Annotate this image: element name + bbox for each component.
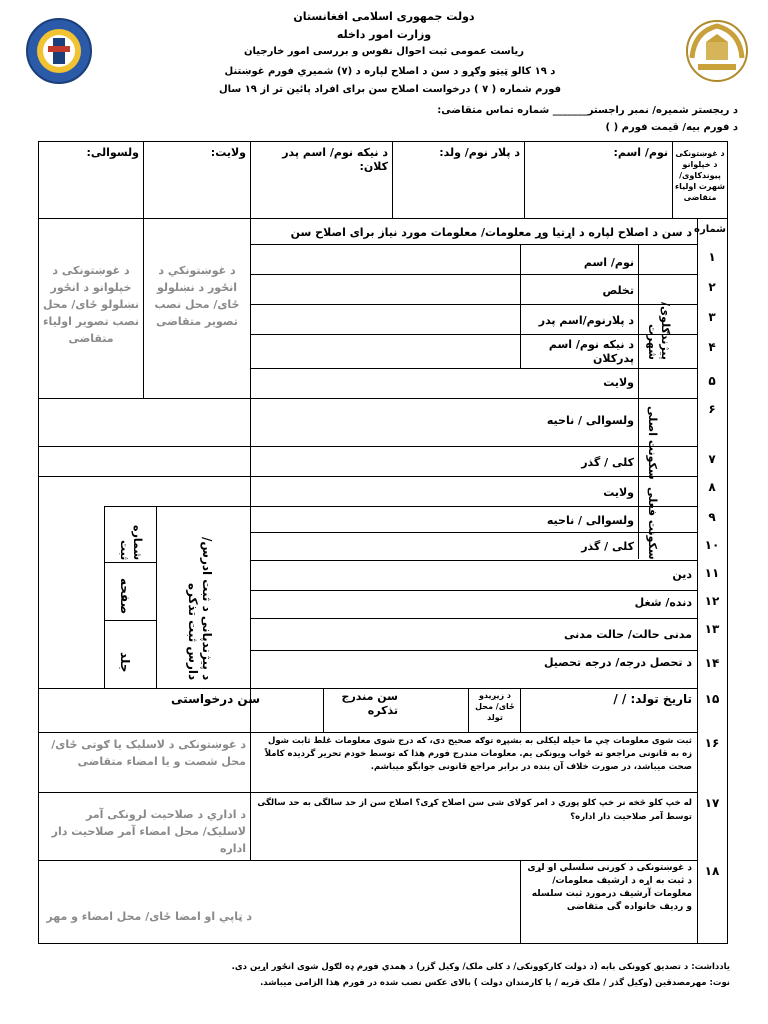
registry-page-label: صفحه: [118, 577, 132, 614]
row-label: ولایت: [603, 486, 634, 499]
applicant-photo-box: د غوښتونکي د انځور د نښلولو ځای/ محل نصب تصویر متقاضی: [154, 264, 240, 328]
top-side-label: د غوښتونکی د خپلوانو پیوندکاوی/ شهرت اولیاء متقاضی: [674, 149, 726, 202]
row-number: ۱۶: [704, 736, 720, 750]
row-number: ۸: [708, 480, 716, 494]
row-label: مدنی حالت/ حالت مدنی: [563, 628, 692, 641]
header-line3: ریاست عمومی ثبت احوال نفوس و بررسی امور خارجیان: [244, 46, 524, 57]
header-line6: د ریجستر شمیره/ نمبر راجستر_______ شماره تماس متقاضی:: [437, 105, 738, 116]
archive-info-text: د غوښتونکی د کورنی سلسلي او لړی د ثبت به اړه د ارشیف معلومات/ معلومات آرشیف درمورد ثبت سلسله و ردیف خانواده گی متقاضی: [527, 863, 692, 912]
birth-date-label: تاریخ تولد: / /: [613, 692, 692, 706]
section-title: د سن د اصلاح لپاره د اړتیا وړ معلومات/ معلومات مورد نیاز برای اصلاح سن: [290, 226, 692, 239]
declaration-text: ثبت شوی معلومات چې ما حیله لیکلی به بشپړه توګه صحیح دی، که درج شوی معلومات غلط ثابت شول زه به قانونی مراجعو ته ځواب ویونکی یم. معلومات مندرج فورم هذا که توسط خودم تحریر گردیده کاملاً صحت میباشد، در صورت خلاف آن بنده در برابر مراجع قانونی جوابگو میباشم.: [264, 736, 692, 772]
header-line2: وزارت امور داخله: [336, 28, 432, 41]
authority-signature-box: د اداري د صلاحيت لرونکی آمر لاسلیک/ محل امضاء آمر صلاحیت دار اداره: [51, 808, 246, 855]
field-district-label: ولسوالی:: [86, 146, 139, 159]
row-number: ۱۵: [704, 692, 720, 706]
row-number: ۱۱: [704, 566, 720, 580]
header-line7: د فورم بیه/ قیمت فورم ( ): [605, 122, 738, 133]
row-number: ۱۳: [704, 622, 720, 636]
registry-volume-label: جلد: [118, 651, 132, 672]
national-emblem-logo: [684, 18, 750, 84]
header-line1: دولت جمهوری اسلامی افغانستان: [293, 10, 475, 23]
field-province-label: ولایت:: [210, 146, 246, 159]
row-number: ۴: [708, 340, 716, 354]
number-header: شماره: [694, 224, 726, 235]
row-label: ولسوالی / ناحیه: [546, 514, 634, 527]
requested-age-label: سن درخواستی: [171, 692, 260, 706]
field-father-label: د پلار نوم/ ولد:: [439, 146, 520, 159]
signature-box: د غوښتونکی د لاسلیک یا ګوتی ځای/ محل شصت و یا امضاء متقاضی: [51, 738, 246, 768]
row-number: ۱۲: [704, 594, 720, 608]
row-label: کلی / گذر: [581, 456, 634, 469]
row-number: ۷: [708, 452, 716, 466]
row-number: ۹: [708, 510, 716, 524]
ministry-seal-logo: [26, 18, 92, 84]
row-number: ۱۰: [704, 538, 720, 552]
footer-note-1: یادداشت: د تصدیق کوونکی بابه (د دولت کارکوونکی/ د کلی ملک/ وکیل گزر) د همدي فورم ډه لګول شوی انځور اړین دی.: [231, 962, 730, 972]
row-label: تخلص: [602, 284, 634, 297]
birth-place-label: د زیږیدو ځای/ محل تولد: [475, 691, 515, 722]
registry-number-label: شماره ثبت: [118, 524, 144, 560]
registry-address-label: د پیژندپانی د ثبت ادرس/ دارس ثبت تذکره: [186, 536, 214, 680]
row-label: کلی / گذر: [581, 540, 634, 553]
row-number: ۱۸: [704, 864, 720, 878]
row-label: ولایت: [603, 376, 634, 389]
row-label: نوم/ اسم: [583, 256, 634, 269]
row-label: ولسوالی / ناحیه: [546, 414, 634, 427]
stamp-box: د ټاپي او امضا ځای/ محل امضاء و مهر: [46, 910, 252, 923]
row-label: دین: [672, 568, 692, 581]
row-number: ۲: [708, 280, 716, 294]
relatives-photo-box: د غوښتونکی د خپلوانو د انځور نښلولو ځای/ محل نصب تصویر اولیاء متقاضی: [42, 264, 140, 345]
row-label: د تحصل درجه/ درجه تحصیل: [543, 656, 692, 669]
row-number: ۱۴: [704, 656, 720, 670]
header-line5: فورم شماره ( ۷ ) درخواست اصلاح سن برای افراد پائین تر از ۱۹ سال: [218, 84, 562, 95]
group-current-label: سکونت فعلی: [646, 487, 659, 560]
row-label: د پلارنوم/اسم پدر: [538, 314, 634, 327]
age-in-id-label: سن مندرج تذکره: [341, 690, 398, 717]
field-name-label: نوم/ اسم:: [613, 146, 668, 159]
group-original-label: سکونت اصلی: [646, 406, 659, 480]
header-line4: د ۱۹ کالو ټیټو وګړو د سن د اصلاح لپاره د (۷) شمیري فورم غوښتنل: [224, 66, 556, 77]
row-number: ۳: [708, 310, 716, 324]
footer-note-2: نوت: مهرمصدقین (وکیل گذر / ملک قریه / یا کارمندان دولت ) بالای عکس نصب شده در فورم هذا الزامی میباشد.: [260, 978, 730, 988]
group-identity-label: پیژندګلوی/شهرت: [646, 302, 672, 360]
row-number: ۱۷: [704, 796, 720, 810]
row-number: ۶: [708, 402, 716, 416]
field-grandfather-label: د نیکه نوم/ اسم پدر کلان:: [282, 146, 388, 173]
row-label: د نیکه نوم/ اسم پدرکلان: [548, 338, 634, 365]
row-number: ۱: [708, 250, 716, 264]
row-label: دنده/ شغل: [634, 596, 692, 609]
row-number: ۵: [708, 374, 716, 388]
age-correction-text: له خپ کلو څخه نر خپ کلو پوري د امر کولای شی سن اصلاح کړی؟ اصلاح سن از حد سالگی به حد سالگی توسط آمر صلاحیت دار اداره؟: [257, 798, 692, 822]
